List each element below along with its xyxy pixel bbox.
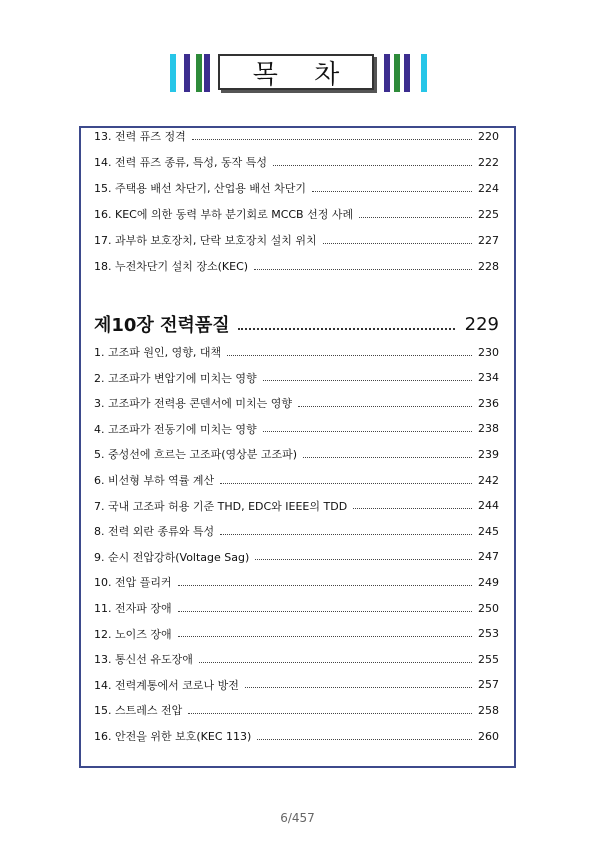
toc-entry-page: 250 <box>478 601 499 615</box>
toc-entry[interactable] <box>94 470 499 490</box>
toc-entry-label: 15. 주택용 배선 차단기, 산업용 배선 차단기 <box>94 182 306 195</box>
dot-leader <box>323 243 472 244</box>
toc-entry-page: 257 <box>478 678 499 692</box>
toc-entry-label: 15. 스트레스 전압 <box>94 704 183 718</box>
dot-leader <box>353 508 472 509</box>
dot-leader <box>199 662 472 663</box>
toc-entry[interactable] <box>94 624 499 644</box>
toc-entry[interactable] <box>94 700 499 720</box>
toc-entry-label: 3. 고조파가 전력용 콘덴서에 미치는 영향 <box>94 397 292 411</box>
decor-bar-right-purple-2 <box>404 54 410 92</box>
dot-leader <box>188 713 472 714</box>
toc-entry[interactable] <box>94 726 499 746</box>
toc-entry-page: 228 <box>478 259 499 273</box>
toc-entry-label: 12. 노이즈 장애 <box>94 627 172 641</box>
toc-entry-label: 14. 전력 퓨즈 종류, 특성, 동작 특성 <box>94 156 267 169</box>
dot-leader <box>227 355 472 356</box>
toc-entry-page: 260 <box>478 729 499 743</box>
toc-entry-label: 17. 과부하 보호장치, 단락 보호장치 설치 위치 <box>94 234 317 247</box>
dot-leader <box>359 217 472 218</box>
toc-entry-label: 16. KEC에 의한 동력 부하 분기회로 MCCB 선정 사례 <box>94 208 354 221</box>
toc-entry-page: 236 <box>478 396 499 410</box>
toc-entry-label: 11. 전자파 장애 <box>94 602 172 615</box>
toc-entry-page: 242 <box>478 473 499 487</box>
toc-entry[interactable] <box>94 547 499 567</box>
toc-entry-label: 14. 전력계통에서 코로나 방전 <box>94 678 239 692</box>
toc-entry[interactable] <box>94 178 499 198</box>
decor-bar-left-purple-2 <box>204 54 210 92</box>
dot-leader <box>178 585 472 586</box>
dot-leader <box>257 739 472 740</box>
toc-entry-page: 253 <box>478 627 499 641</box>
toc-entry-label: 7. 국내 고조파 허용 기준 THD, EDC와 IEEE의 TDD <box>94 499 348 513</box>
toc-entry-page: 225 <box>478 207 499 221</box>
toc-entry-label: 9. 순시 전압강하(Voltage Sag) <box>94 550 250 564</box>
toc-entry[interactable] <box>94 675 499 695</box>
toc-entry[interactable] <box>94 368 499 388</box>
toc-entry[interactable] <box>94 204 499 224</box>
chapter-heading[interactable] <box>94 310 499 338</box>
toc-entry-label: 13. 통신선 유도장애 <box>94 653 193 667</box>
dot-leader <box>178 611 472 612</box>
toc-entry-label: 1. 고조파 원인, 영향, 대책 <box>94 346 222 359</box>
toc-entry-page: 222 <box>478 155 499 169</box>
toc-entry-label: 2. 고조파가 변압기에 미치는 영향 <box>94 371 257 385</box>
decor-bar-left-green <box>196 54 202 92</box>
dot-leader <box>220 534 472 535</box>
toc-entry-page: 249 <box>478 575 499 589</box>
toc-entry-page: 247 <box>478 550 499 564</box>
toc-entry-page: 239 <box>478 447 499 461</box>
toc-entry-page: 258 <box>478 703 499 717</box>
page-title: 목 차 <box>252 59 354 90</box>
toc-entry-label: 6. 비선형 부하 역률 계산 <box>94 474 215 487</box>
dot-leader <box>245 687 472 688</box>
toc-entry-page: 224 <box>478 181 499 195</box>
dot-leader <box>254 269 472 270</box>
decor-bar-left-cyan <box>170 54 176 92</box>
chapter-page: 229 <box>464 313 499 335</box>
toc-entry[interactable] <box>94 152 499 172</box>
toc-title-box <box>218 54 374 90</box>
dot-leader <box>263 431 472 432</box>
toc-entry-page: 244 <box>478 499 499 513</box>
toc-entry-label: 18. 누전차단기 설치 장소(KEC) <box>94 260 249 273</box>
toc-entry[interactable] <box>94 342 499 362</box>
toc-entry-page: 227 <box>478 233 499 247</box>
dot-leader <box>312 191 472 192</box>
toc-header <box>0 54 595 94</box>
toc-entry[interactable] <box>94 598 499 618</box>
dot-leader <box>263 380 472 381</box>
toc-entry-page: 238 <box>478 422 499 436</box>
decor-bar-right-purple <box>384 54 390 92</box>
toc-entry-page: 234 <box>478 371 499 385</box>
toc-entry[interactable] <box>94 496 499 516</box>
dot-leader <box>238 328 455 330</box>
dot-leader <box>192 139 472 140</box>
toc-entry-page: 255 <box>478 652 499 666</box>
page-indicator: 6/457 <box>280 811 315 825</box>
decor-bar-right-green <box>394 54 400 92</box>
toc-entry-label: 8. 전력 외란 종류와 특성 <box>94 525 215 539</box>
toc-entry-label: 10. 전압 플리커 <box>94 576 172 590</box>
toc-entry[interactable] <box>94 256 499 276</box>
dot-leader <box>273 165 472 166</box>
decor-bar-left-purple <box>184 54 190 92</box>
toc-entry-label: 4. 고조파가 전동기에 미치는 영향 <box>94 422 257 436</box>
toc-entry-label: 16. 안전을 위한 보호(KEC 113) <box>94 730 252 743</box>
toc-entry[interactable] <box>94 126 499 146</box>
toc-entry[interactable] <box>94 393 499 413</box>
dot-leader <box>303 457 472 458</box>
toc-entry-page: 220 <box>478 129 499 143</box>
dot-leader <box>178 636 472 637</box>
toc-entry-page: 245 <box>478 524 499 538</box>
toc-entry-page: 230 <box>478 345 499 359</box>
toc-entry[interactable] <box>94 572 499 592</box>
dot-leader <box>298 406 472 407</box>
toc-entry[interactable] <box>94 419 499 439</box>
toc-entry-label: 5. 중성선에 흐르는 고조파(영상분 고조파) <box>94 448 298 462</box>
toc-entry[interactable] <box>94 230 499 250</box>
dot-leader <box>220 483 472 484</box>
toc-entry[interactable] <box>94 649 499 669</box>
toc-entry-label: 13. 전력 퓨즈 정격 <box>94 130 186 143</box>
toc-entry[interactable] <box>94 444 499 464</box>
chapter-title: 제10장 전력품질 <box>94 315 230 336</box>
dot-leader <box>255 559 472 560</box>
decor-bar-right-cyan <box>421 54 427 92</box>
toc-entry[interactable] <box>94 521 499 541</box>
